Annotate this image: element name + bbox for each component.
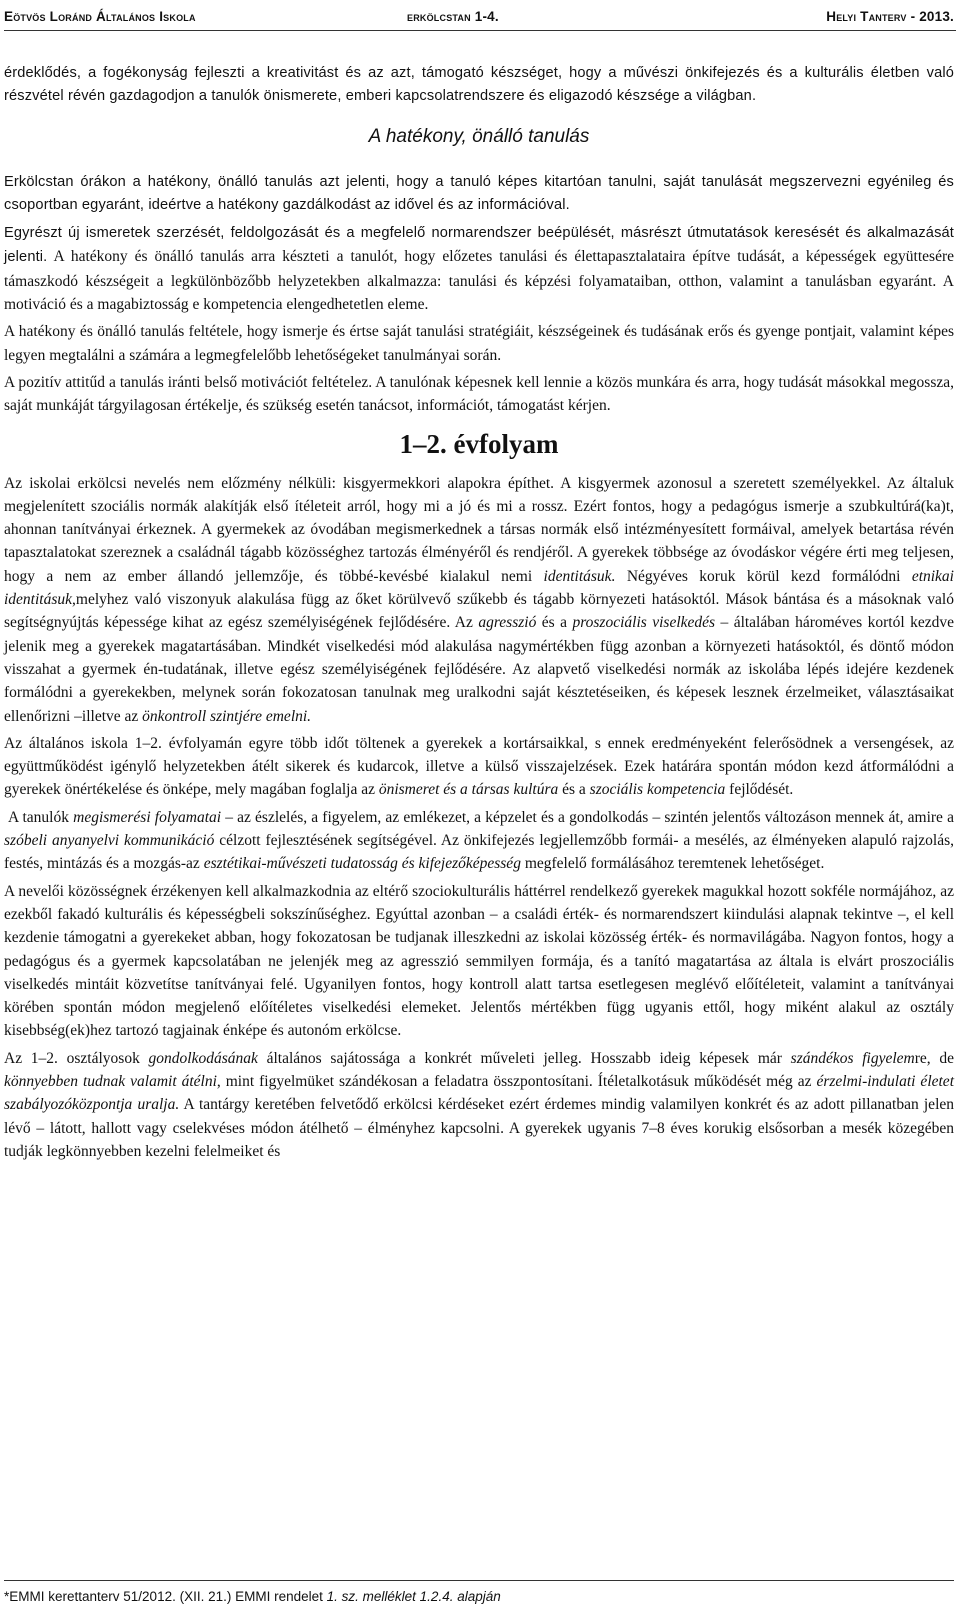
italic-run: megismerési folyamatai [73, 808, 222, 826]
text-run: Négyéves koruk körül kezd formálódni [615, 567, 912, 585]
text-run: általános sajátossága a konkrét műveleti jelleg. Hosszabb ideig képesek már [257, 1049, 791, 1067]
header-school-name: Eötvös Loránd Általános Iskola [4, 9, 196, 24]
italic-run: önismeret és a társas kultúra [378, 781, 559, 799]
learning-paragraph-2-sans: Egyrészt új ismeretek szerzését, feldolgozását és a megfelelő normarendszer beépülését, másrészt útmutatások keresését és alkalmazását jelenti. [4, 225, 954, 266]
text-run: A tantárgy keretében felvetődő erkölcsi kérdéseket ezért érdemes mindig valamilyen konkrét és az adott pillanatban jelen lévő – látott, hallott vagy cselekvéses módon átélhető – élményhez kapcsolni. A gyerekek ugyanis 7–8 éves korukig elsősorban a mesék közegében tudják legkönnyebben kezelni felelmeiket és [4, 1096, 954, 1160]
text-run: Az általános iskola 1–2. évfolyamán egyre több időt töltenek a gyerekek a kortársaikkal, s ennek eredményeként felerősödnek a versengések, az együttműködést igénylő helyzetekben átélt sikerek és kudarcok, illetve a külső visszajelzések. Ezek határára spontán módon kezd átformálódni a gyerekek önértékelése és önképe, mely magában foglalja az [4, 734, 954, 799]
italic-run: érzelmi-indulati életet szabályozóközpontja uralja. [4, 1072, 954, 1114]
footer-reference-italic: 1. sz. melléklet 1.2.4. alapján [326, 1589, 501, 1604]
grade-paragraph-4: A nevelői közösségnek érzékenyen kell alkalmazkodnia az eltérő szociokulturális háttérrel rendelkező gyerekek magukkal hozott sokféle normájához, az ezekből fakadó kulturális és képességbeli sokszínűséghez. Egyúttal azonban – a családi érték- és normarendszert kiindulási alapnak tekintve –, el kell kezdenie támogatni a gyerekeket abban, hogy fokozatosan be tudjanak illeszkedni az iskolai közösség érték- és normavilágába. Nagyon fontos, hogy a pedagógus és a gyermek kapcsolatában ne jelenjék meg az agresszió semmilyen formája, és a tanító magatartása az általa is elvárt proszociális viselkedés mintáit közvetítse tanítványai felé. Ugyanilyen fontos, hogy kontroll alatt tartsa esetlegesen meglévő előítéleteit, valamint a tanítványai körében spontán módon megjelenő előítéletes viselkedési elemeket. Jelentős mértékben függ ugyanis ettől, hogy miként alakul az osztály kisebbség(ek)hez tartozó tagjainak énképe és autonóm erkölcse. [4, 882, 954, 1040]
page-header [4, 4, 956, 31]
grade-paragraph-3 [4, 806, 954, 876]
italic-run: könnyebben tudnak valamit átélni [4, 1072, 217, 1090]
text-run: és a [558, 781, 590, 799]
italic-run: esztétikai-művészeti tudatosság és kifejezőképesség [203, 855, 521, 873]
text-run: ,melyhez való viszonyuk alakulása függ az őket körülvevő szűkebb és tágabb környezeti hatásoktól. Mások bántása és a másoknak való segítségnyújtás képessége kihat az egész személyiségének fejlődésére. Az [4, 591, 954, 632]
italic-run: agresszió [478, 614, 537, 632]
intro-paragraph: érdeklődés, a fogékonyság fejleszti a kreativitást és az azt, támogató készséget, hogy a művészi önkifejezés és a kulturális életben való részvétel révén gazdagodjon a tanulók önismerete, emberi kapcsolatrendszere és eligazodó készsége a világban. [4, 65, 954, 105]
grade-paragraph-1 [4, 472, 954, 728]
text-run: – általában hároméves kortól kezdve jelenik meg a gyerekek magatartásában. Mindkét viselkedési mód alakulása nagymértékben függ azonban a környezeti hatásoktól, és döntő módon visszahat a gyermek én-tudatának, illetve egész személyiségének fejlődésére. Az alapvető viselkedési normák az iskolába lépés idejére kezdenek formálódni a gyerekekben, melynek során fokozatosan tanulnak meg uralkodni saját késztetéseiken, és képesek lesznek érzelmeiket, választásaikat ellenőrizni –illetve az [4, 614, 954, 725]
page-footer [4, 1580, 954, 1604]
section-title-grade: 1–2. évfolyam [399, 428, 559, 459]
italic-run: szándékos figyelem [790, 1049, 915, 1067]
italic-run: szóbeli anyanyelvi kommunikáció [4, 832, 215, 850]
grade-paragraph-2 [4, 732, 954, 802]
text-run: – az észlelés, a figyelem, az emlékezet, a képzelet és a gondolkodás – szintén jelentős változáson mennek át, amire a [221, 808, 954, 826]
grade-paragraph-5 [4, 1047, 954, 1163]
italic-run: önkontroll szintjére emelni. [142, 707, 312, 725]
text-run: célzott fejlesztésének segítségével. Az önkifejezés legjellemzőbb formái- a mesélés, az élményeken alapuló rajzolás, festés, mintázás és a mozgás-az [4, 832, 954, 873]
text-run: , mint figyelmüket szándékosan a feladatra összpontosítani. Ítéletalkotásuk működését még az [216, 1072, 817, 1090]
italic-run: gondolkodásának [148, 1049, 258, 1067]
learning-paragraph-4: A pozitív attitűd a tanulás iránti belső motivációt feltételez. A tanulónak képesnek kell lennie a közös munkára és arra, hogy tudását másokkal megossza, saját munkáját tárgyilagosan értékelje, és szükség esetén tanácsot, információt, támogatást kérjen. [4, 373, 954, 415]
text-run: megfelelő formálásához teremtenek lehetőséget. [520, 855, 825, 873]
header-subject: erkölcstan 1-4. [407, 9, 499, 24]
learning-paragraph-2 [4, 221, 954, 316]
learning-paragraph-1: Erkölcstan órákon a hatékony, önálló tanulás azt jelenti, hogy a tanuló képes kitartóan tanulni, saját tanulását megszervezni egyénileg és csoportban egyaránt, ideértve a hatékony gazdálkodást az idővel és az információval. [4, 173, 954, 213]
text-run: fejlődését. [725, 781, 794, 799]
italic-run: proszociális viselkedés [572, 614, 716, 632]
italic-run: szociális kompetencia [589, 781, 726, 799]
section-title-learning: A hatékony, önálló tanulás [368, 125, 590, 147]
text-run: Az 1–2. osztályosok [4, 1049, 149, 1067]
text-run: Az iskolai erkölcsi nevelés nem előzmény nélküli: kisgyermekkori alapokra építhet. A kisgyermek azonosul a szeretett személyekkel. Az általuk megjelenített szociális normák alakítják első ítéleteit arról, hogy mi a jó és mi a rossz. Ezért fontos, hogy a pedagógus ismerje a szubkultúrá(ka)t, ahonnan tanítványai érkeznek. A gyermekek az óvodában megismerkednek a társas normák első intézményesített formáival, amelyek betartása révén tapasztalatokat szereznek a családnál tágabb közösséghez tartozás élményéről és rendjéről. A gyerekek többsége az óvodáskor végére érti meg teljesen, hogy a nem az ember állandó jellemzője, és többé-kevésbé kialakul nemi [4, 474, 954, 585]
text-run: re, de [914, 1049, 954, 1067]
italic-run: identitásuk. [543, 567, 616, 585]
learning-paragraph-3: A hatékony és önálló tanulás feltétele, hogy ismerje és értse saját tanulási stratégiáit, készségeinek és tudásának erős és gyenge pontjait, valamint képes legyen megtalálni a számára a legmegfelelőbb lehetőségeket tanulmányai során. [4, 323, 954, 364]
learning-paragraph-2-serif: A hatékony és önálló tanulás arra készteti a tanulót, hogy előzetes tanulási és élettapasztalataira építve tudását, a képességek együttesére támaszkodó készségeit a legkülönbözőbb helyzetekben alkalmazza: tanulási és képzési folyamataiban, otthon, valamint a tanulásban egyaránt. A motiváció és a magabiztosság e kompetencia elengedhetetlen eleme. [4, 248, 954, 314]
italic-run: etnikai identitásuk [4, 567, 954, 609]
page-content [4, 62, 954, 1167]
footer-reference: *EMMI kerettanterv 51/2012. (XII. 21.) EMMI rendelet [4, 1589, 327, 1604]
text-run: és a [536, 614, 573, 632]
header-curriculum: Helyi Tanterv - 2013. [826, 9, 954, 24]
text-run: A tanulók [8, 808, 74, 826]
